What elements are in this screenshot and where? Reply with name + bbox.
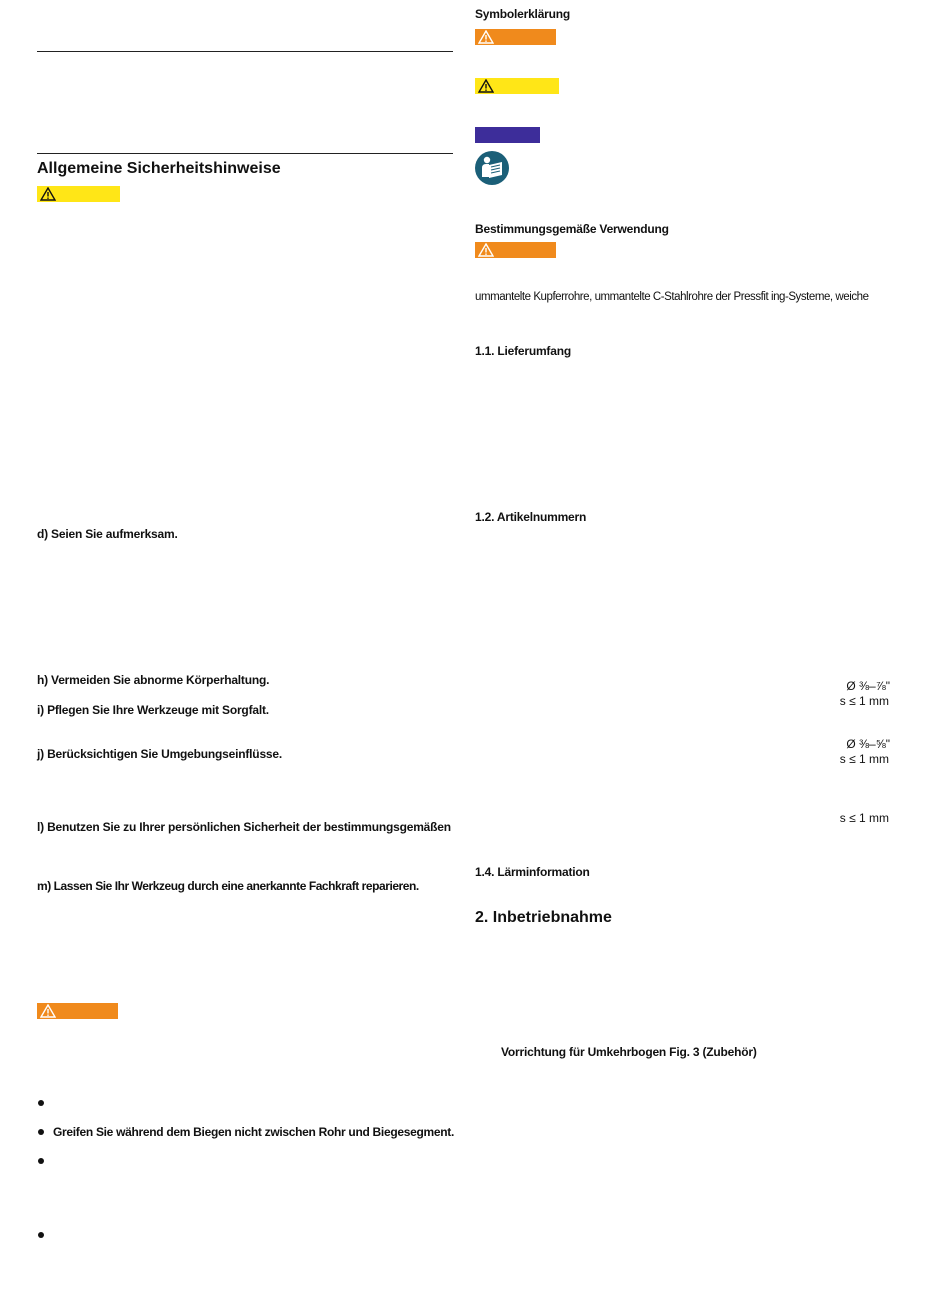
notice-badge-symbol bbox=[475, 127, 540, 143]
top-rule bbox=[37, 51, 453, 52]
symbol-heading: Symbolerklärung bbox=[475, 7, 571, 21]
warning-triangle-icon bbox=[40, 187, 56, 201]
bullet-3 bbox=[38, 1158, 44, 1164]
warning-badge-use bbox=[475, 242, 556, 258]
spec2-diameter: Ø ⅜–⅝" bbox=[846, 737, 890, 751]
warning-badge-left bbox=[37, 1003, 118, 1019]
bullet-2 bbox=[38, 1129, 44, 1135]
spec3-wall: s ≤ 1 mm bbox=[839, 811, 889, 825]
intended-use-heading: Bestimmungsgemäße Verwendung bbox=[475, 222, 669, 236]
item-d: d) Seien Sie aufmerksam. bbox=[37, 527, 178, 541]
spec2-wall: s ≤ 1 mm bbox=[839, 752, 889, 766]
item-h: h) Vermeiden Sie abnorme Körperhaltung. bbox=[37, 673, 270, 687]
bullet-1 bbox=[38, 1100, 44, 1106]
item-m: m) Lassen Sie Ihr Werkzeug durch eine anerkannte Fachkraft reparieren. bbox=[37, 879, 419, 893]
warning-triangle-icon bbox=[40, 1004, 56, 1018]
intended-use-text: ummantelte Kupferrohre, ummantelte C-Stahlrohre der Pressfit ing-Systeme, weiche bbox=[475, 291, 869, 303]
noise-heading: 1.4. Lärminformation bbox=[475, 865, 590, 879]
item-l: l) Benutzen Sie zu Ihrer persönlichen Sicherheit der bestimmungsgemäßen bbox=[37, 820, 451, 834]
warning-triangle-icon bbox=[478, 243, 494, 257]
spec1-wall: s ≤ 1 mm bbox=[839, 694, 889, 708]
warning-badge-symbol bbox=[475, 29, 556, 45]
warning-triangle-icon bbox=[478, 30, 494, 44]
section-rule bbox=[37, 153, 453, 154]
caution-badge-left bbox=[37, 186, 120, 202]
section-title: Allgemeine Sicherheitshinweise bbox=[37, 160, 281, 177]
commissioning-heading: 2. Inbetriebnahme bbox=[475, 909, 612, 926]
item-i: i) Pflegen Sie Ihre Werkzeuge mit Sorgfalt. bbox=[37, 703, 269, 717]
spec1-diameter: Ø ⅜–⅞" bbox=[846, 679, 890, 693]
read-manual-icon bbox=[475, 151, 509, 185]
bullet-text: Greifen Sie während dem Biegen nicht zwischen Rohr und Biegesegment. bbox=[53, 1125, 455, 1139]
article-numbers-heading: 1.2. Artikelnummern bbox=[475, 510, 587, 524]
delivery-heading: 1.1. Lieferumfang bbox=[475, 344, 571, 358]
bullet-4 bbox=[38, 1232, 44, 1238]
accessory-text: Vorrichtung für Umkehrbogen Fig. 3 (Zubehör) bbox=[501, 1045, 757, 1059]
warning-triangle-icon bbox=[478, 79, 494, 93]
caution-badge-symbol bbox=[475, 78, 559, 94]
item-j: j) Berücksichtigen Sie Umgebungseinflüsse. bbox=[37, 747, 282, 761]
